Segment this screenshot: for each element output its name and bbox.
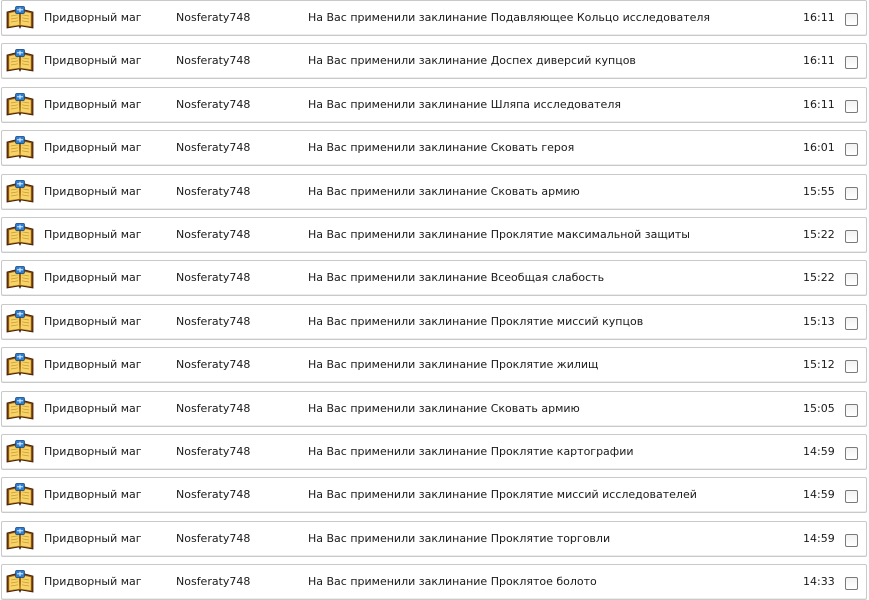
spellbook-icon	[6, 353, 34, 377]
message-row[interactable]	[1, 564, 867, 600]
select-checkbox[interactable]	[845, 56, 858, 69]
select-checkbox[interactable]	[845, 187, 858, 200]
sender-name: Придворный маг	[44, 445, 142, 458]
message-text[interactable]: На Вас применили заклинание Сковать героя	[308, 141, 575, 154]
author-name[interactable]: Nosferaty748	[176, 11, 251, 24]
select-checkbox[interactable]	[845, 534, 858, 547]
spellbook-icon	[6, 180, 34, 204]
sender-name: Придворный маг	[44, 402, 142, 415]
sender-name: Придворный маг	[44, 11, 142, 24]
message-time: 16:01	[803, 141, 835, 154]
message-row[interactable]	[1, 434, 867, 470]
message-row[interactable]	[1, 477, 867, 513]
message-text[interactable]: На Вас применили заклинание Шляпа исследователя	[308, 98, 621, 111]
author-name[interactable]: Nosferaty748	[176, 54, 251, 67]
message-row[interactable]	[1, 304, 867, 340]
sender-name: Придворный маг	[44, 488, 142, 501]
sender-name: Придворный маг	[44, 271, 142, 284]
message-text[interactable]: На Вас применили заклинание Сковать армию	[308, 402, 580, 415]
message-text[interactable]: На Вас применили заклинание Проклятие торговли	[308, 532, 611, 545]
message-text[interactable]: На Вас применили заклинание Всеобщая слабость	[308, 271, 605, 284]
spellbook-icon	[6, 6, 34, 30]
spellbook-icon	[6, 266, 34, 290]
message-row[interactable]	[1, 217, 867, 253]
sender-name: Придворный маг	[44, 54, 142, 67]
spellbook-icon	[6, 310, 34, 334]
spellbook-icon	[6, 483, 34, 507]
message-row[interactable]	[1, 391, 867, 427]
message-time: 14:59	[803, 488, 835, 501]
message-text[interactable]: На Вас применили заклинание Проклятие картографии	[308, 445, 634, 458]
message-time: 15:22	[803, 271, 835, 284]
message-text[interactable]: На Вас применили заклинание Доспех диверсий купцов	[308, 54, 636, 67]
sender-name: Придворный маг	[44, 98, 142, 111]
author-name[interactable]: Nosferaty748	[176, 488, 251, 501]
message-time: 16:11	[803, 11, 835, 24]
message-time: 15:55	[803, 185, 835, 198]
sender-name: Придворный маг	[44, 315, 142, 328]
select-checkbox[interactable]	[845, 13, 858, 26]
sender-name: Придворный маг	[44, 228, 142, 241]
author-name[interactable]: Nosferaty748	[176, 98, 251, 111]
spellbook-icon	[6, 527, 34, 551]
message-text[interactable]: На Вас применили заклинание Проклятие жилищ	[308, 358, 599, 371]
select-checkbox[interactable]	[845, 360, 858, 373]
message-row[interactable]	[1, 130, 867, 166]
spellbook-icon	[6, 440, 34, 464]
author-name[interactable]: Nosferaty748	[176, 358, 251, 371]
select-checkbox[interactable]	[845, 577, 858, 590]
message-text[interactable]: На Вас применили заклинание Подавляющее Кольцо исследователя	[308, 11, 711, 24]
author-name[interactable]: Nosferaty748	[176, 141, 251, 154]
select-checkbox[interactable]	[845, 273, 858, 286]
message-time: 16:11	[803, 54, 835, 67]
message-text[interactable]: На Вас применили заклинание Проклятие миссий купцов	[308, 315, 644, 328]
select-checkbox[interactable]	[845, 100, 858, 113]
author-name[interactable]: Nosferaty748	[176, 185, 251, 198]
spellbook-icon	[6, 570, 34, 594]
message-row[interactable]	[1, 260, 867, 296]
message-time: 15:05	[803, 402, 835, 415]
author-name[interactable]: Nosferaty748	[176, 402, 251, 415]
select-checkbox[interactable]	[845, 404, 858, 417]
author-name[interactable]: Nosferaty748	[176, 315, 251, 328]
message-text[interactable]: На Вас применили заклинание Проклятие максимальной защиты	[308, 228, 690, 241]
author-name[interactable]: Nosferaty748	[176, 575, 251, 588]
author-name[interactable]: Nosferaty748	[176, 228, 251, 241]
sender-name: Придворный маг	[44, 141, 142, 154]
message-text[interactable]: На Вас применили заклинание Сковать армию	[308, 185, 580, 198]
message-text[interactable]: На Вас применили заклинание Проклятое болото	[308, 575, 597, 588]
spellbook-icon	[6, 93, 34, 117]
message-time: 14:59	[803, 532, 835, 545]
message-time: 14:59	[803, 445, 835, 458]
sender-name: Придворный маг	[44, 358, 142, 371]
message-time: 14:33	[803, 575, 835, 588]
spellbook-icon	[6, 223, 34, 247]
message-text[interactable]: На Вас применили заклинание Проклятие миссий исследователей	[308, 488, 697, 501]
message-row[interactable]	[1, 87, 867, 123]
select-checkbox[interactable]	[845, 230, 858, 243]
sender-name: Придворный маг	[44, 575, 142, 588]
select-checkbox[interactable]	[845, 143, 858, 156]
message-row[interactable]	[1, 521, 867, 557]
author-name[interactable]: Nosferaty748	[176, 445, 251, 458]
spellbook-icon	[6, 397, 34, 421]
spellbook-icon	[6, 136, 34, 160]
message-row[interactable]	[1, 0, 867, 36]
sender-name: Придворный маг	[44, 532, 142, 545]
sender-name: Придворный маг	[44, 185, 142, 198]
message-row[interactable]	[1, 43, 867, 79]
author-name[interactable]: Nosferaty748	[176, 532, 251, 545]
message-row[interactable]	[1, 174, 867, 210]
spellbook-icon	[6, 49, 34, 73]
message-time: 15:22	[803, 228, 835, 241]
select-checkbox[interactable]	[845, 317, 858, 330]
select-checkbox[interactable]	[845, 447, 858, 460]
message-row[interactable]	[1, 347, 867, 383]
message-time: 15:13	[803, 315, 835, 328]
select-checkbox[interactable]	[845, 490, 858, 503]
message-time: 16:11	[803, 98, 835, 111]
message-time: 15:12	[803, 358, 835, 371]
author-name[interactable]: Nosferaty748	[176, 271, 251, 284]
